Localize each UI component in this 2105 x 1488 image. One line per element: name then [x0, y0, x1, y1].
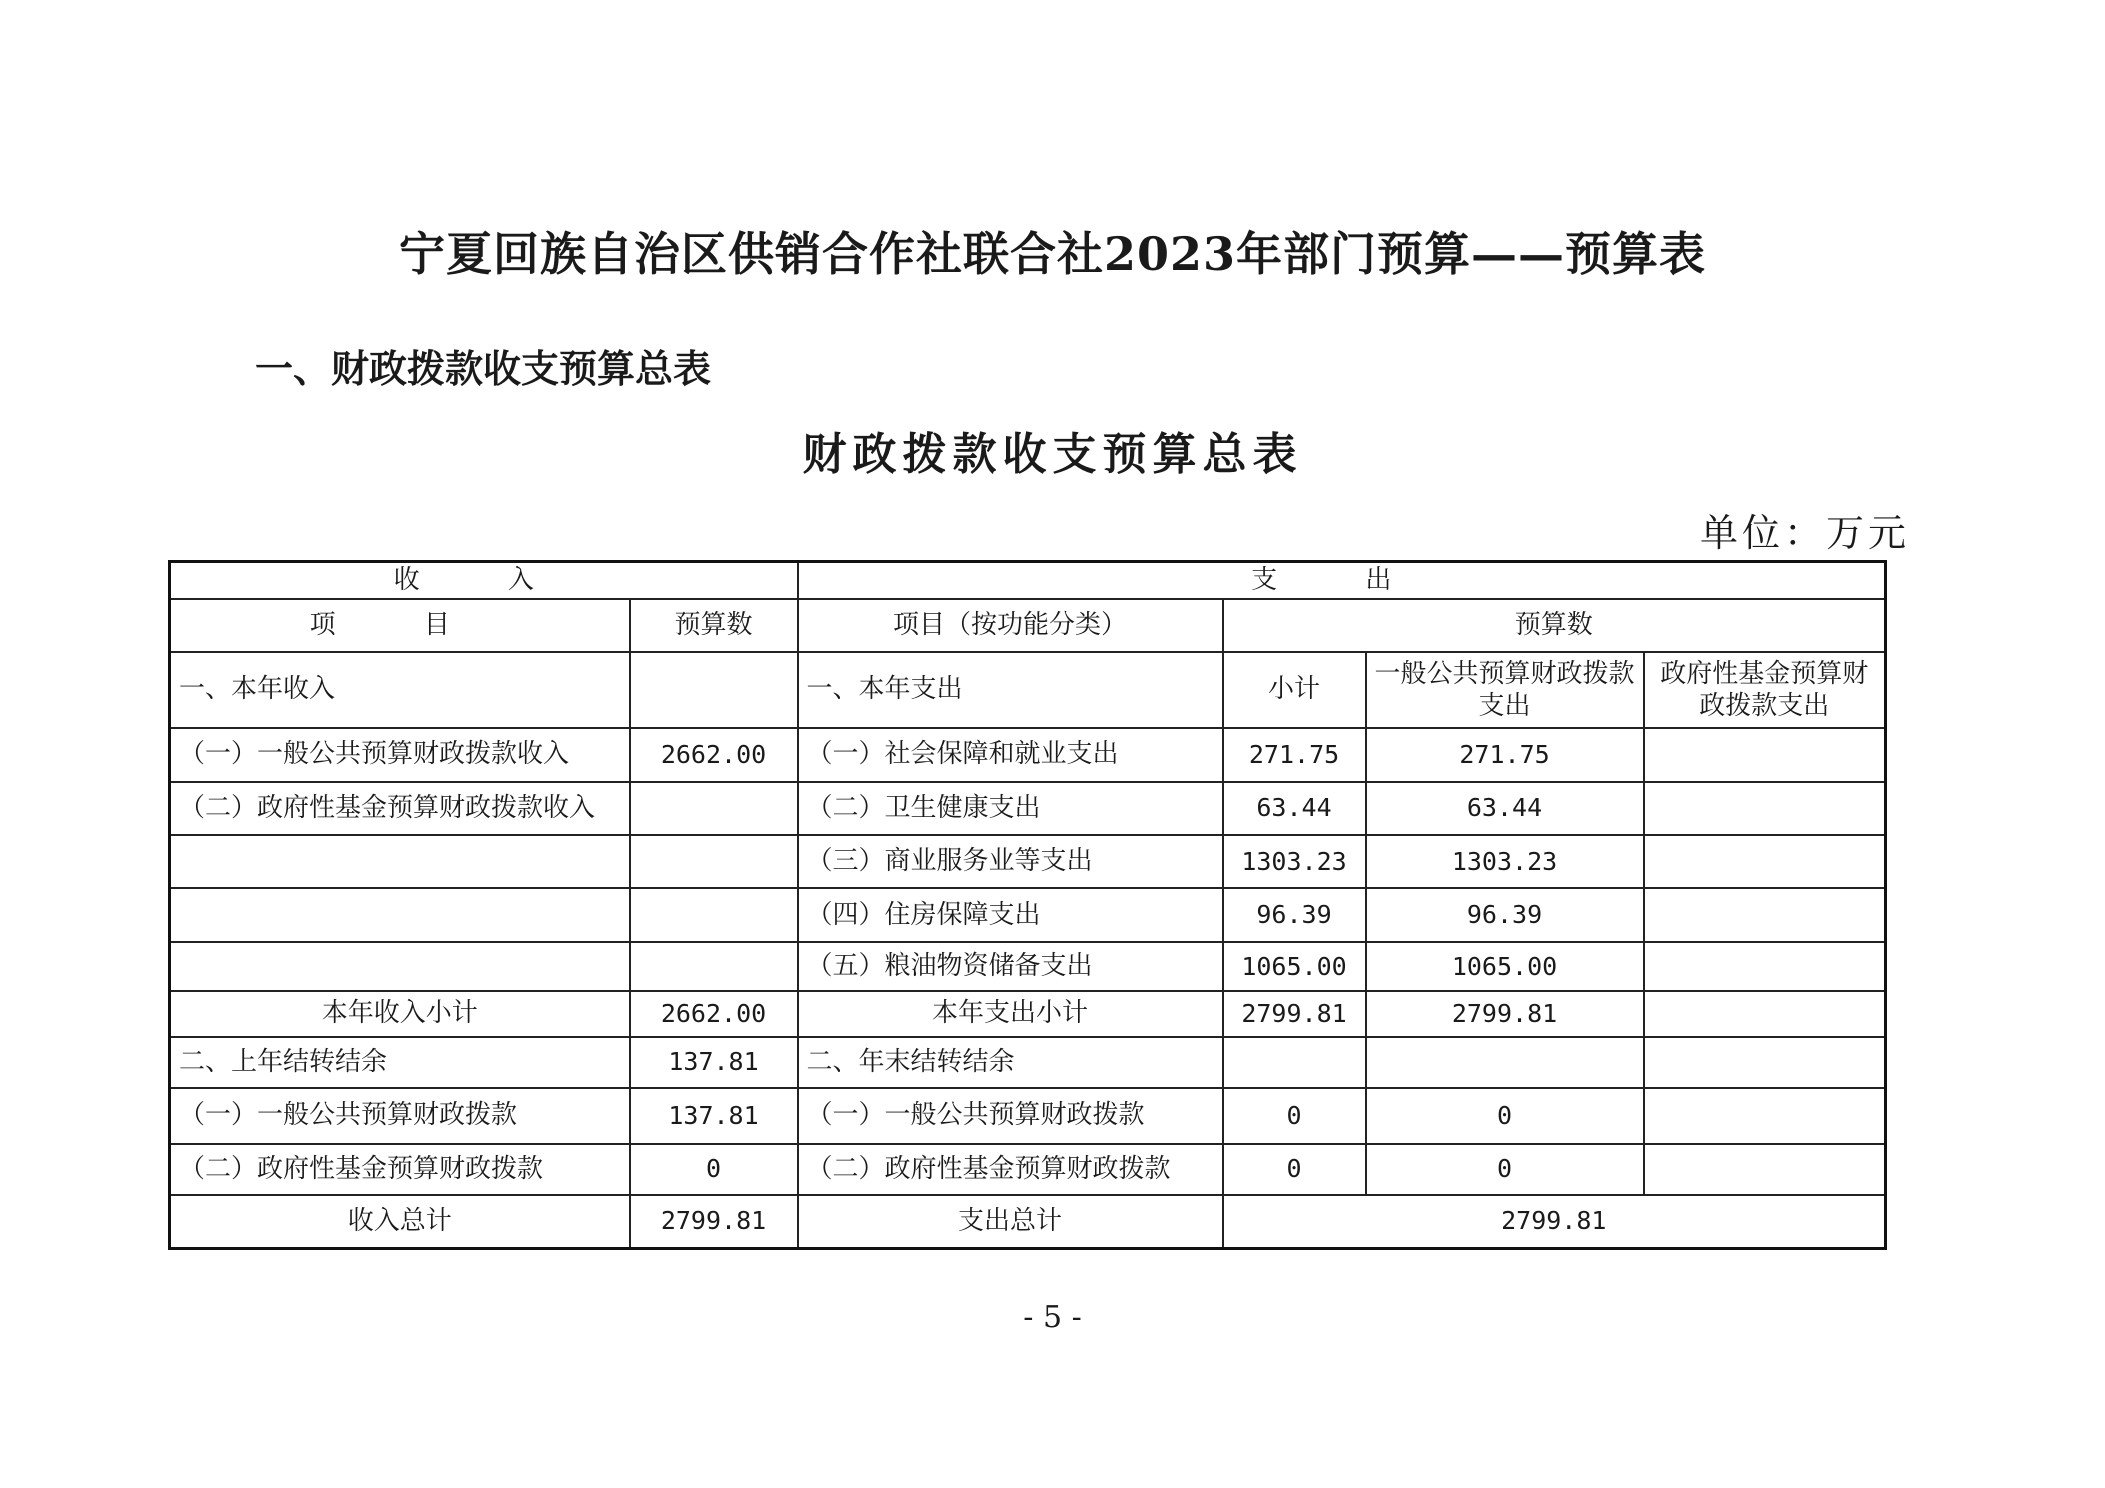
- expense-item-cell: （三）商业服务业等支出: [798, 835, 1223, 888]
- income-value-cell: [630, 888, 798, 941]
- income-budget-header: 预算数: [630, 599, 798, 652]
- table-row: [170, 728, 1886, 781]
- expense-item-cell: 一、本年支出: [798, 652, 1223, 728]
- table-row: [170, 942, 1886, 991]
- subtotal-cell: 63.44: [1223, 782, 1366, 835]
- general-cell: 271.75: [1366, 728, 1644, 781]
- section-heading: 一、财政拨款收支预算总表: [255, 347, 712, 391]
- income-item-cell: [170, 888, 630, 941]
- subtotal-cell: 271.75: [1223, 728, 1366, 781]
- unit-label: 单位：万元: [1699, 511, 1910, 555]
- income-value-cell: 137.81: [630, 1037, 798, 1088]
- expense-item-cell: （一）社会保障和就业支出: [798, 728, 1223, 781]
- budget-table: [168, 560, 1887, 1250]
- table-row: [170, 782, 1886, 835]
- expense-item-cell: （二）政府性基金预算财政拨款: [798, 1144, 1223, 1195]
- general-cell: 0: [1366, 1088, 1644, 1144]
- income-value-cell: [630, 782, 798, 835]
- table-row: [170, 652, 1886, 728]
- income-total-value: 2799.81: [630, 1195, 798, 1249]
- table-title: 财政拨款收支预算总表: [802, 429, 1303, 480]
- income-subtotal-label: 本年收入小计: [170, 991, 630, 1036]
- income-item-cell: [170, 835, 630, 888]
- income-item-cell: 一、本年收入: [170, 652, 630, 728]
- page-number: - 5 -: [1023, 1300, 1082, 1335]
- fund-cell: [1644, 942, 1886, 991]
- table-row: [170, 835, 1886, 888]
- general-public-header: 一般公共预算财政拨款支出: [1366, 652, 1644, 728]
- general-cell: 63.44: [1366, 782, 1644, 835]
- expense-item-cell: （四）住房保障支出: [798, 888, 1223, 941]
- table-row: [170, 888, 1886, 941]
- subtotal-row: [170, 991, 1886, 1036]
- fund-cell: [1644, 1088, 1886, 1144]
- general-cell: 0: [1366, 1144, 1644, 1195]
- subtotal-cell: 2799.81: [1223, 991, 1366, 1036]
- table-row: [170, 1144, 1886, 1195]
- totals-row: [170, 1195, 1886, 1249]
- group-header-row: [170, 562, 1886, 599]
- subtotal-cell: 1303.23: [1223, 835, 1366, 888]
- subtotal-cell: 1065.00: [1223, 942, 1366, 991]
- expense-item-header: 项目（按功能分类）: [798, 599, 1223, 652]
- fund-cell: [1644, 1037, 1886, 1088]
- income-item-cell: （二）政府性基金预算财政拨款: [170, 1144, 630, 1195]
- expense-budget-header: 预算数: [1223, 599, 1886, 652]
- fund-cell: [1644, 782, 1886, 835]
- income-group-header: 收 入: [170, 562, 798, 599]
- subtotal-cell: 0: [1223, 1088, 1366, 1144]
- income-total-label: 收入总计: [170, 1195, 630, 1249]
- expense-item-cell: （一）一般公共预算财政拨款: [798, 1088, 1223, 1144]
- fund-cell: [1644, 1144, 1886, 1195]
- general-cell: [1366, 1037, 1644, 1088]
- income-value-cell: 2662.00: [630, 728, 798, 781]
- table-row: [170, 1037, 1886, 1088]
- expense-item-cell: （五）粮油物资储备支出: [798, 942, 1223, 991]
- income-item-header: 项 目: [170, 599, 630, 652]
- subtotal-cell: 0: [1223, 1144, 1366, 1195]
- subtotal-header: 小计: [1223, 652, 1366, 728]
- subtotal-cell: [1223, 1037, 1366, 1088]
- fund-cell: [1644, 835, 1886, 888]
- expense-item-cell: （二）卫生健康支出: [798, 782, 1223, 835]
- fund-cell: [1644, 991, 1886, 1036]
- income-item-cell: 二、上年结转结余: [170, 1037, 630, 1088]
- general-cell: 1303.23: [1366, 835, 1644, 888]
- general-cell: 1065.00: [1366, 942, 1644, 991]
- subtotal-cell: 96.39: [1223, 888, 1366, 941]
- expense-total-value: 2799.81: [1223, 1195, 1886, 1249]
- income-item-cell: （二）政府性基金预算财政拨款收入: [170, 782, 630, 835]
- expense-item-cell: 二、年末结转结余: [798, 1037, 1223, 1088]
- column-header-row: [170, 599, 1886, 652]
- income-value-cell: [630, 652, 798, 728]
- income-subtotal-value: 2662.00: [630, 991, 798, 1036]
- income-value-cell: [630, 942, 798, 991]
- general-cell: 96.39: [1366, 888, 1644, 941]
- table-row: [170, 1088, 1886, 1144]
- fund-cell: [1644, 728, 1886, 781]
- income-item-cell: （一）一般公共预算财政拨款: [170, 1088, 630, 1144]
- income-value-cell: 0: [630, 1144, 798, 1195]
- income-item-cell: （一）一般公共预算财政拨款收入: [170, 728, 630, 781]
- income-item-cell: [170, 942, 630, 991]
- fund-cell: [1644, 888, 1886, 941]
- gov-fund-header: 政府性基金预算财政拨款支出: [1644, 652, 1886, 728]
- income-value-cell: [630, 835, 798, 888]
- expense-group-header: 支 出: [798, 562, 1886, 599]
- income-value-cell: 137.81: [630, 1088, 798, 1144]
- expense-total-label: 支出总计: [798, 1195, 1223, 1249]
- document-title: 宁夏回族自治区供销合作社联合社2023年部门预算——预算表: [398, 227, 1707, 281]
- expense-subtotal-label: 本年支出小计: [798, 991, 1223, 1036]
- general-cell: 2799.81: [1366, 991, 1644, 1036]
